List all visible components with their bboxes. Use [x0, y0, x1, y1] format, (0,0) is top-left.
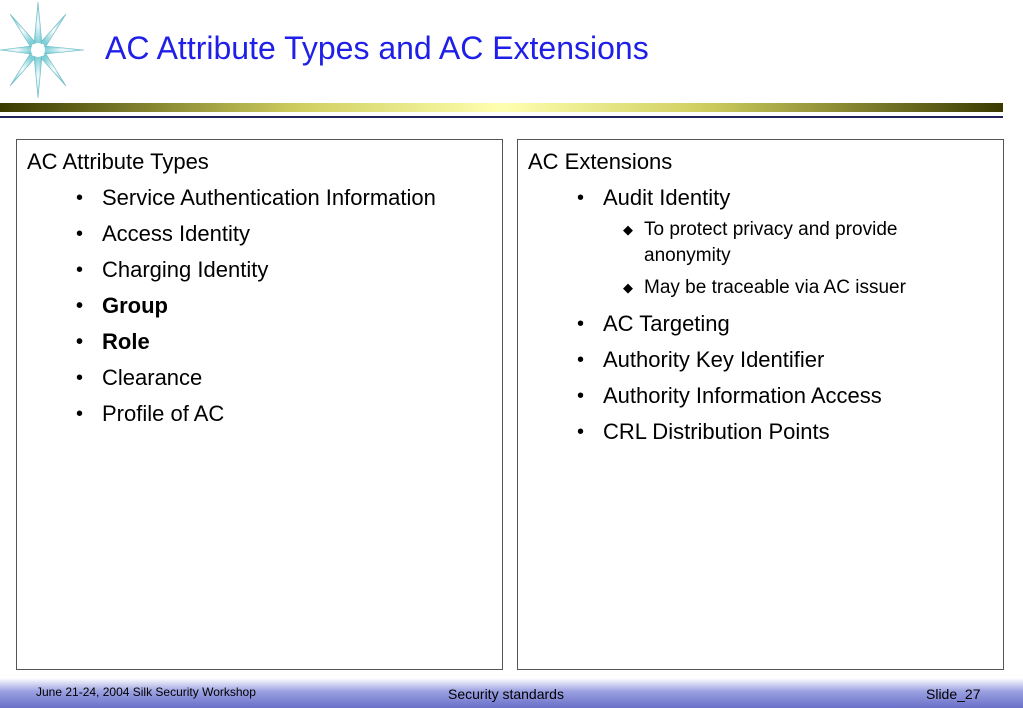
slide-title: AC Attribute Types and AC Extensions [105, 30, 649, 66]
list-item [73, 329, 436, 355]
bullet-dot-icon: • [577, 349, 585, 371]
list-item [73, 365, 436, 391]
sub-list-item [603, 275, 944, 301]
list-item [574, 383, 944, 409]
list-item-label: Authority Information Access [603, 383, 882, 408]
list-item [574, 347, 944, 373]
bullet-dot-icon: • [76, 403, 84, 425]
bullet-dot-icon: • [577, 421, 585, 443]
list-item-label: Audit Identity [603, 185, 731, 210]
bullet-dot-icon: • [76, 331, 84, 353]
bullet-dot-icon: • [577, 313, 585, 335]
list-item-label: CRL Distribution Points [603, 419, 830, 444]
panel-heading: AC Attribute Types [27, 149, 209, 174]
bullet-dot-icon: • [76, 259, 84, 281]
list-item-label: AC Targeting [603, 311, 730, 336]
list-item-label: Service Authentication Information [102, 185, 436, 210]
sub-list-item [603, 217, 944, 269]
attribute-types-list [73, 185, 436, 437]
list-item-label: Role [102, 329, 150, 354]
bullet-dot-icon: • [76, 223, 84, 245]
list-item-label: Clearance [102, 365, 203, 390]
list-item-label: Charging Identity [102, 257, 269, 282]
extensions-panel [517, 139, 1004, 670]
list-item-label: Profile of AC [102, 401, 225, 426]
bullet-dot-icon: • [76, 367, 84, 389]
diamond-icon: ◆ [623, 222, 633, 237]
list-item-label: Access Identity [102, 221, 250, 246]
list-item [574, 419, 944, 445]
list-item [73, 185, 436, 211]
footer-event: June 21-24, 2004 Silk Security Workshop [36, 685, 256, 699]
diamond-icon: ◆ [623, 280, 633, 295]
title-divider [0, 103, 1003, 112]
list-item-label: Authority Key Identifier [603, 347, 825, 372]
list-item [574, 185, 944, 301]
sub-list-item-label: May be traceable via AC issuer [644, 277, 906, 298]
list-item [73, 221, 436, 247]
list-item [73, 257, 436, 283]
slide-footer [0, 678, 1023, 708]
title-underline [0, 116, 1003, 118]
bullet-dot-icon: • [577, 385, 585, 407]
list-item [574, 311, 944, 337]
bullet-dot-icon: • [577, 187, 585, 209]
bullet-dot-icon: • [76, 187, 84, 209]
attribute-types-panel [16, 139, 503, 670]
starburst-icon [0, 0, 86, 100]
list-item [73, 401, 436, 427]
bullet-dot-icon: • [76, 295, 84, 317]
extensions-list [574, 185, 944, 455]
slide-number: Slide_27 [926, 686, 981, 702]
sub-list [603, 217, 944, 301]
footer-topic: Security standards [448, 686, 564, 702]
list-item [73, 293, 436, 319]
panel-heading: AC Extensions [528, 149, 673, 174]
list-item-label: Group [102, 293, 168, 318]
sub-list-item-label: To protect privacy and provide anonymity [644, 219, 898, 266]
